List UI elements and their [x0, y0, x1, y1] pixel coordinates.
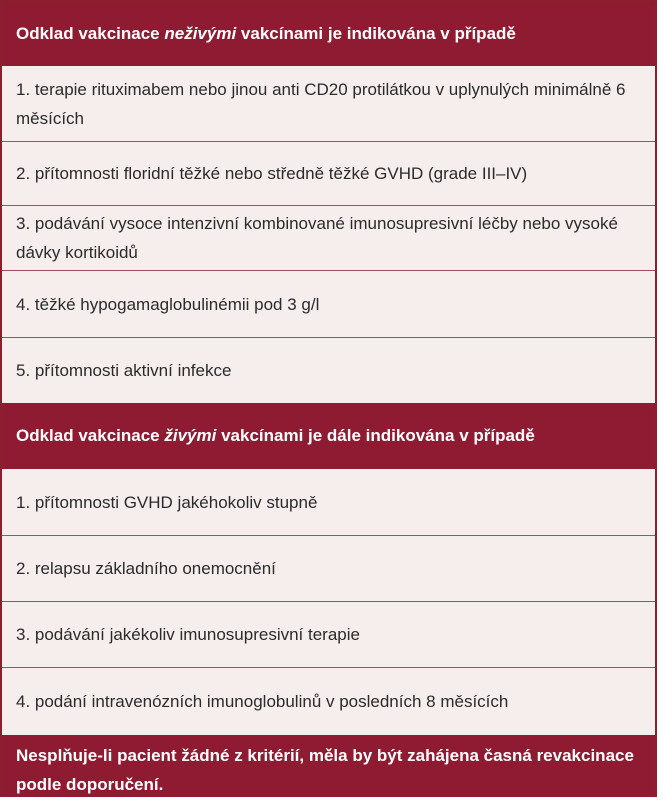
section1-item-1 — [2, 66, 655, 142]
section2-item-1 — [2, 469, 655, 536]
section1-item-4 — [2, 271, 655, 338]
section2-header — [2, 403, 655, 469]
footer-note — [2, 735, 655, 797]
footer-note-text: Nesplňuje-li pacient žádné z kritérií, měla by být zahájena časná revakcinace podle doporučení. — [16, 746, 634, 794]
section2-item-2-text: 2. relapsu základního onemocnění — [16, 559, 276, 578]
section2-item-4 — [2, 668, 655, 735]
section1-item-4-text: 4. těžké hypogamaglobulinémii pod 3 g/l — [16, 294, 320, 314]
section2-item-3 — [2, 602, 655, 668]
section1-item-2-text: 2. přítomnosti floridní těžké nebo středně těžké GVHD (grade III–IV) — [16, 164, 528, 183]
section1-header — [2, 2, 655, 66]
section1-item-3-text: 3. podávání vysoce intenzivní kombinované imunosupresivní léčby nebo vysoké dávky kortikoidů — [16, 214, 618, 262]
section2-item-2 — [2, 536, 655, 602]
section2-item-1-text: 1. přítomnosti GVHD jakéhokoliv stupně — [16, 492, 318, 512]
section2-item-4-text: 4. podání intravenózních imunoglobulinů v posledních 8 měsících — [16, 692, 509, 711]
section2-item-3-text: 3. podávání jakékoliv imunosupresivní terapie — [16, 625, 360, 644]
section1-item-1-text: 1. terapie rituximabem nebo jinou anti CD20 protilátkou v uplynulých minimálně 6 měsících — [16, 79, 626, 128]
section1-item-3 — [2, 206, 655, 271]
section1-item-2 — [2, 142, 655, 206]
section1-item-5 — [2, 338, 655, 403]
section1-header-text: Odklad vakcinace neživými vakcínami je indikována v případě — [16, 24, 516, 43]
section1-item-5-text: 5. přítomnosti aktivní infekce — [16, 361, 232, 380]
section2-header-text: Odklad vakcinace živými vakcínami je dále indikována v případě — [16, 426, 535, 445]
